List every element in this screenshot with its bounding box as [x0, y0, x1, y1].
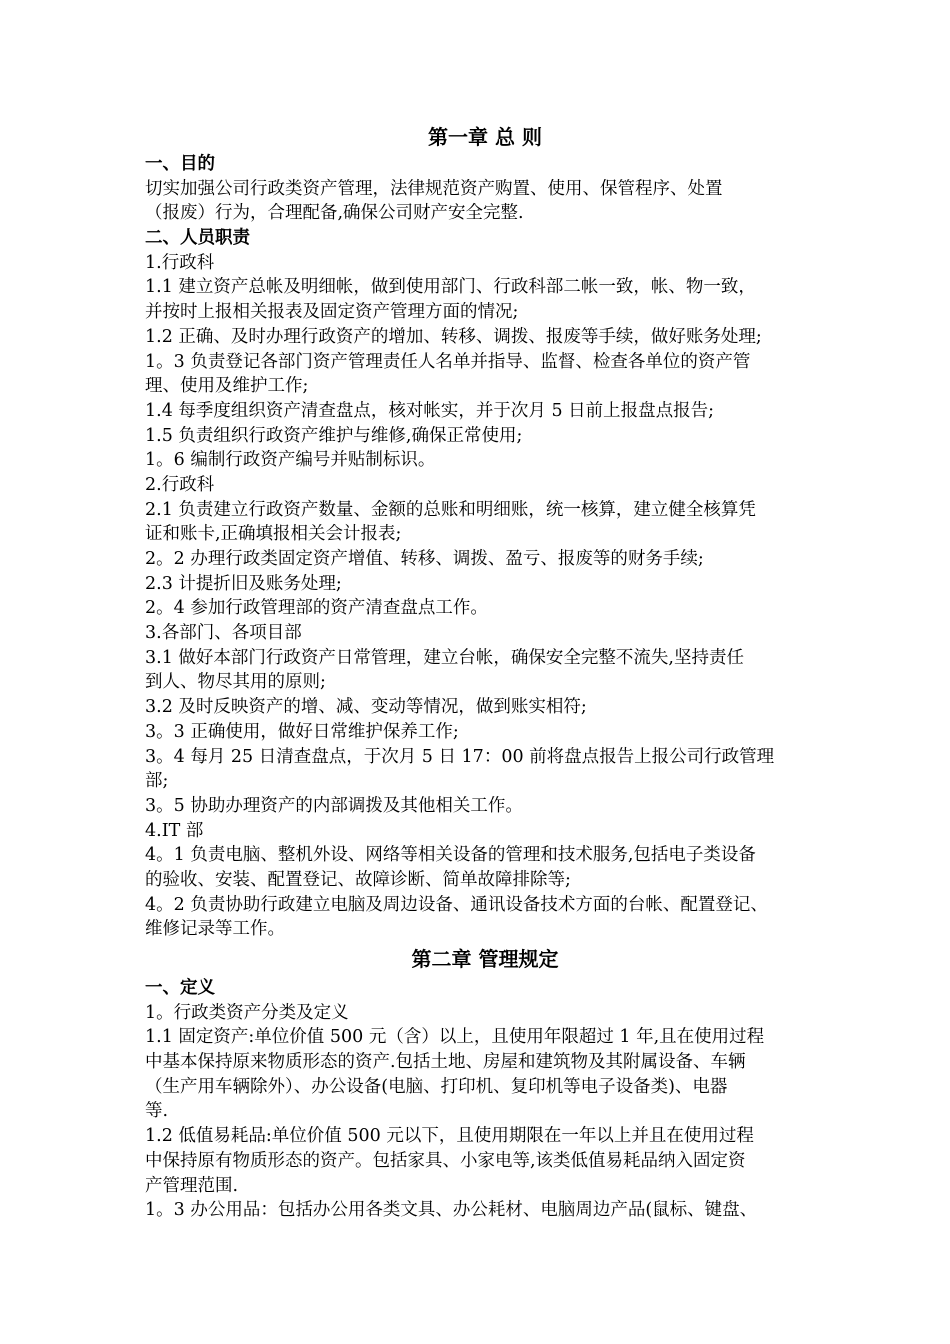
paragraph-line: 1.5 负责组织行政资产维护与维修,确保正常使用;	[145, 425, 523, 446]
paragraph-line: 2。4 参加行政管理部的资产清查盘点工作。	[145, 598, 488, 619]
paragraph-line: 1.2 正确、及时办理行政资产的增加、转移、调拨、报废等手续，做好账务处理;	[145, 326, 762, 347]
chapter-1-title: 第一章 总 则	[428, 125, 542, 149]
paragraph-line: 4。1 负责电脑、整机外设、网络等相关设备的管理和技术服务,包括电子类设备	[145, 845, 756, 866]
paragraph-line: （生产用车辆除外）、办公设备(电脑、打印机、复印机等电子设备类)、电器	[145, 1076, 728, 1097]
section-body-duties	[145, 251, 825, 942]
paragraph-line: 1。3 办公用品：包括办公用各类文具、办公耗材、电脑周边产品(鼠标、键盘、	[145, 1200, 758, 1221]
paragraph-line: 4。2 负责协助行政建立电脑及周边设备、通讯设备技术方面的台帐、配置登记、	[145, 894, 768, 915]
paragraph-line: 中保持原有物质形态的资产。包括家具、小家电等,该类低值易耗品纳入固定资	[145, 1150, 746, 1171]
paragraph-line: 的验收、安装、配置登记、故障诊断、简单故障排除等;	[145, 869, 571, 890]
paragraph-line: 维修记录等工作。	[145, 919, 285, 940]
section-body-definition	[145, 1001, 825, 1223]
chapter-2-title: 第二章 管理规定	[411, 947, 559, 971]
paragraph-line: 3.1 做好本部门行政资产日常管理，建立台帐，确保安全完整不流失,坚持责任	[145, 647, 744, 668]
paragraph-line: 4.IT 部	[145, 820, 204, 841]
section-heading-duties: 二、人员职责	[145, 228, 250, 249]
paragraph-line: 2.行政科	[145, 474, 215, 495]
paragraph-line: 1.1 建立资产总帐及明细帐，做到使用部门、行政科部二帐一致，帐、物一致，	[145, 277, 756, 298]
paragraph-line: （报废）行为，合理配备,确保公司财产安全完整.	[145, 203, 524, 224]
paragraph-line: 1.4 每季度组织资产清查盘点，核对帐实，并于次月 5 日前上报盘点报告;	[145, 400, 715, 421]
section-heading-definition: 一、定义	[145, 978, 215, 998]
paragraph-line: 3。5 协助办理资产的内部调拨及其他相关工作。	[145, 795, 523, 816]
paragraph-line: 等.	[145, 1101, 169, 1122]
paragraph-line: 3。3 正确使用，做好日常维护保养工作;	[145, 721, 459, 742]
paragraph-line: 并按时上报相关报表及固定资产管理方面的情况;	[145, 302, 519, 323]
paragraph-line: 1。6 编制行政资产编号并贴制标识。	[145, 450, 436, 471]
paragraph-line: 中基本保持原来物质形态的资产.包括土地、房屋和建筑物及其附属设备、车辆	[145, 1052, 746, 1073]
paragraph-line: 到人、物尽其用的原则;	[145, 672, 326, 693]
document-page	[145, 122, 825, 1223]
paragraph-line: 部;	[145, 771, 169, 792]
paragraph-line: 3.各部门、各项目部	[145, 623, 302, 644]
paragraph-line: 理、使用及维护工作;	[145, 376, 309, 397]
paragraph-line: 1。行政类资产分类及定义	[145, 1002, 349, 1023]
paragraph-line: 2。2 办理行政类固定资产增值、转移、调拨、盈亏、报废等的财务手续;	[145, 549, 704, 569]
paragraph-line: 3。4 每月 25 日清查盘点，于次月 5 日 17：00 前将盘点报告上报公司行政管理	[145, 746, 775, 767]
paragraph-line: 2.1 负责建立行政资产数量、金额的总账和明细账，统一核算，建立健全核算凭	[145, 499, 756, 520]
paragraph-line: 切实加强公司行政类资产管理，法律规范资产购置、使用、保管程序、处置	[145, 178, 723, 199]
paragraph-line: 1.行政科	[145, 252, 215, 273]
section-body-purpose	[145, 177, 825, 226]
section-heading-purpose: 一、目的	[145, 154, 215, 174]
paragraph-line: 3.2 及时反映资产的增、减、变动等情况，做到账实相符;	[145, 697, 587, 718]
paragraph-line: 2.3 计提折旧及账务处理;	[145, 573, 342, 594]
paragraph-line: 1。3 负责登记各部门资产管理责任人名单并指导、监督、检查各单位的资产管	[145, 351, 751, 372]
paragraph-line: 1.2 低值易耗品:单位价值 500 元以下，且使用期限在一年以上并且在使用过程	[145, 1126, 754, 1147]
paragraph-line: 1.1 固定资产:单位价值 500 元（含）以上，且使用年限超过 1 年,且在使用过程	[145, 1027, 765, 1048]
paragraph-line: 证和账卡,正确填报相关会计报表;	[145, 524, 402, 545]
paragraph-line: 产管理范围.	[145, 1175, 239, 1196]
